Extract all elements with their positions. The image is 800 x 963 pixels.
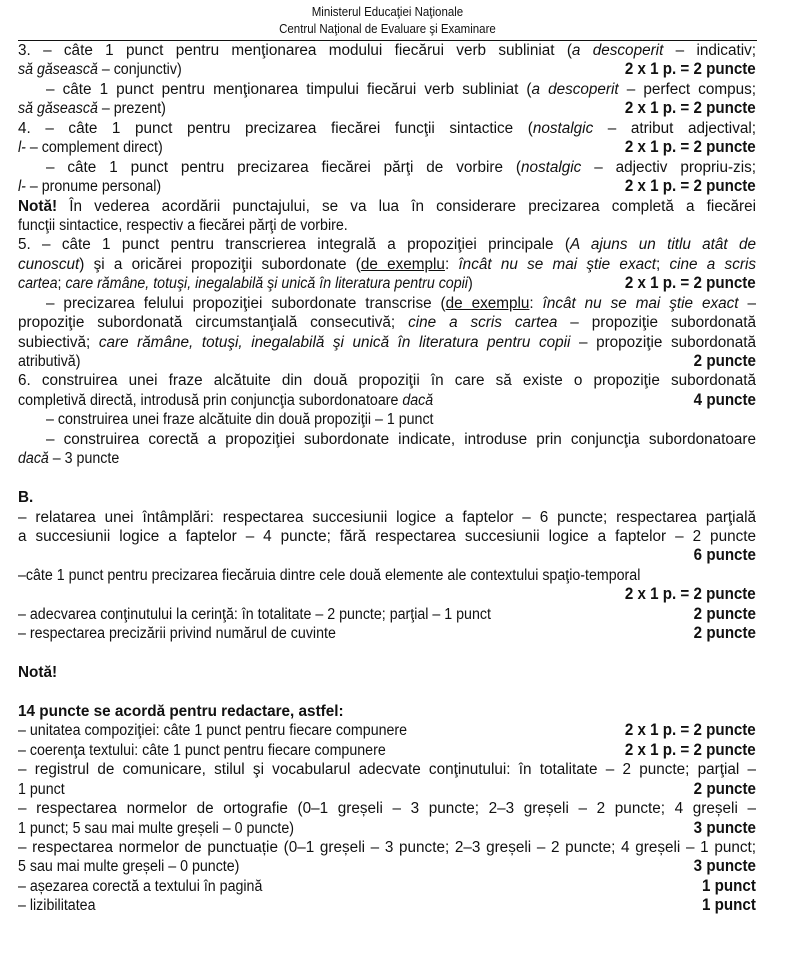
b-row4-score: 2 puncte xyxy=(693,624,756,643)
item4-line1: 4. – câte 1 punct pentru precizarea fiecărei funcţii sintactice (nostalgic – atribut adjectival; xyxy=(18,119,757,137)
nota-row-unity-score: 2 x 1 p. = 2 puncte xyxy=(625,721,756,740)
item4-line4: l- – pronume personal) 2 x 1 p. = 2 puncte xyxy=(18,177,756,196)
item3-line4: să găsească – prezent) 2 x 1 p. = 2 puncte xyxy=(18,99,756,118)
nota-row-layout: – așezarea corectă a textului în pagină 1 punct xyxy=(18,876,756,895)
item6-line2: completivă directă, introdusă prin conjuncţia subordonatoare dacă 4 puncte xyxy=(18,390,756,409)
note-line2: funcţii sintactice, respectiv a fiecărei părţi de vorbire. xyxy=(18,216,348,234)
nota-row-register-line2: 1 punct 2 puncte xyxy=(18,779,756,798)
nota-row-register-score: 2 puncte xyxy=(693,779,756,798)
nota-row-coherence: – coerenţa textului: câte 1 punct pentru fiecare compunere 2 x 1 p. = 2 puncte xyxy=(18,740,756,759)
item3-line2: să găsească – conjunctiv) 2 x 1 p. = 2 puncte xyxy=(18,60,756,79)
item4-score-syntax: 2 x 1 p. = 2 puncte xyxy=(625,138,756,157)
item4-line3: – câte 1 punct pentru precizarea fiecărei părţi de vorbire (nostalgic – adjectiv propriu-zis; xyxy=(46,158,756,176)
nota-row-spelling-score: 3 puncte xyxy=(693,818,756,837)
item6-line4: – construirea corectă a propoziţiei subordonate indicate, introduse prin conjuncţia subordonatoare xyxy=(46,430,756,448)
nota-row-register-line1: – registrul de comunicare, stilul şi vocabularul adecvate conţinutului: în totalitate – 2 puncte; parţial – xyxy=(18,761,756,779)
b-row2-score: 2 x 1 p. = 2 puncte xyxy=(625,585,756,604)
nota-row-punctuation-score: 3 puncte xyxy=(693,857,756,876)
nota-row-legibility-score: 1 punct xyxy=(702,896,756,915)
b-row3: – adecvarea conţinutului la cerinţă: în totalitate – 2 puncte; parţial – 1 punct 2 puncte xyxy=(18,604,756,623)
item6-line5: dacă – 3 puncte xyxy=(18,450,120,468)
note-line1: Notă! În vederea acordării punctajului, se va lua în considerare precizarea completă a fiecărei xyxy=(18,197,756,215)
b-row1-line1: – relatarea unei întâmplări: respectarea succesiunii logice a faptelor – 6 puncte; respectarea parţială xyxy=(18,508,756,526)
nota-row-unity: – unitatea compoziţiei: câte 1 punct pentru fiecare compunere 2 x 1 p. = 2 puncte xyxy=(18,721,756,740)
note-label: Notă! xyxy=(18,197,58,215)
item5-line2: cunoscut) şi a oricărei propoziţii subordonate (de exemplu: încât nu se mai ştie exact; cine a scris xyxy=(18,255,756,273)
item3-line3: – câte 1 punct pentru menţionarea timpului fiecărui verb subliniat (a descoperit – perfect compus; xyxy=(46,80,756,98)
item4-line2: l- – complement direct) 2 x 1 p. = 2 puncte xyxy=(18,138,756,157)
item6-line1: 6. construirea unei fraze alcătuite din două propoziţii în care să existe o propoziţie subordonată xyxy=(18,372,756,390)
nota-row-spelling-line1: – respectarea normelor de ortografie (0–1 greșeli – 3 puncte; 2–3 greșeli – 2 puncte; 4 greșeli – xyxy=(18,800,756,818)
b-row2-score-line xyxy=(18,585,756,604)
item5-line7: atributivă) 2 puncte xyxy=(18,352,756,370)
b-row4: – respectarea precizării privind numărul de cuvinte 2 puncte xyxy=(18,624,756,643)
item5-line5: propoziţie subordonată circumstanţială consecutivă; cine a scris cartea – propoziţie subordonată xyxy=(18,314,757,332)
item4-score-pos: 2 x 1 p. = 2 puncte xyxy=(625,177,756,196)
b-row1-line2: a succesiunii logice a faptelor – 4 puncte; fără respectarea succesiunii logice a faptelor – 2 puncte xyxy=(18,527,756,545)
item5-line6: subiectivă; care rămâne, totuşi, inegalabilă şi unică în literatura pentru copii – propoziţie subordonată xyxy=(18,333,756,351)
nota-row-layout-score: 1 punct xyxy=(702,876,756,895)
nota-heading: 14 puncte se acordă pentru redactare, astfel: xyxy=(18,702,344,720)
grading-document xyxy=(18,41,756,916)
nota-row-spelling-line2: 1 punct; 5 sau mai multe greșeli – 0 puncte) 3 puncte xyxy=(18,818,756,837)
nota-row-coherence-score: 2 x 1 p. = 2 puncte xyxy=(625,740,756,759)
item5-score-type: 2 puncte xyxy=(693,352,756,370)
item6-line3: – construirea unei fraze alcătuite din două propoziţii – 1 punct xyxy=(46,411,434,429)
nota-label: Notă! xyxy=(18,664,58,681)
header-center: Centrul Naţional de Evaluare şi Examinare xyxy=(279,22,496,36)
b-row2-line1: –câte 1 punct pentru precizarea fiecăruia dintre cele două elemente ale contextului spaţio-temporal xyxy=(18,566,641,584)
item5-line4: – precizarea felului propoziţiei subordonate transcrise (de exemplu: încât nu se mai ştie exact – xyxy=(46,294,756,312)
item6-score: 4 puncte xyxy=(693,390,756,409)
b-row1-score-line xyxy=(18,546,756,565)
item3-score-tense: 2 x 1 p. = 2 puncte xyxy=(625,99,756,118)
nota-row-legibility: – lizibilitatea 1 punct xyxy=(18,896,756,915)
section-b-label: B. xyxy=(18,489,34,507)
item5-score-transcribe: 2 x 1 p. = 2 puncte xyxy=(625,274,756,293)
b-row1-score: 6 puncte xyxy=(693,546,756,565)
b-row3-score: 2 puncte xyxy=(693,604,756,623)
header-ministry: Ministerul Educaţiei Naţionale xyxy=(311,5,464,19)
item3-score-mode: 2 x 1 p. = 2 puncte xyxy=(625,60,756,79)
nota-row-punctuation-line2: 5 sau mai multe greșeli – 0 puncte) 3 puncte xyxy=(18,857,756,876)
item3-line1: 3. – câte 1 punct pentru menţionarea modului fiecărui verb subliniat (a descoperit – indicativ; xyxy=(18,42,756,59)
item5-line1: 5. – câte 1 punct pentru transcrierea integrală a propoziţiei principale (A ajuns un titlu atât de xyxy=(18,236,756,254)
item5-line3: cartea; care rămâne, totuşi, inegalabilă şi unică în literatura pentru copii) 2 x 1 p. = 2 puncte xyxy=(18,274,756,293)
nota-row-punctuation-line1: – respectarea normelor de punctuație (0–1 greșeli – 3 puncte; 2–3 greșeli – 2 puncte; 4 greșeli – 1 punct; xyxy=(18,838,756,856)
